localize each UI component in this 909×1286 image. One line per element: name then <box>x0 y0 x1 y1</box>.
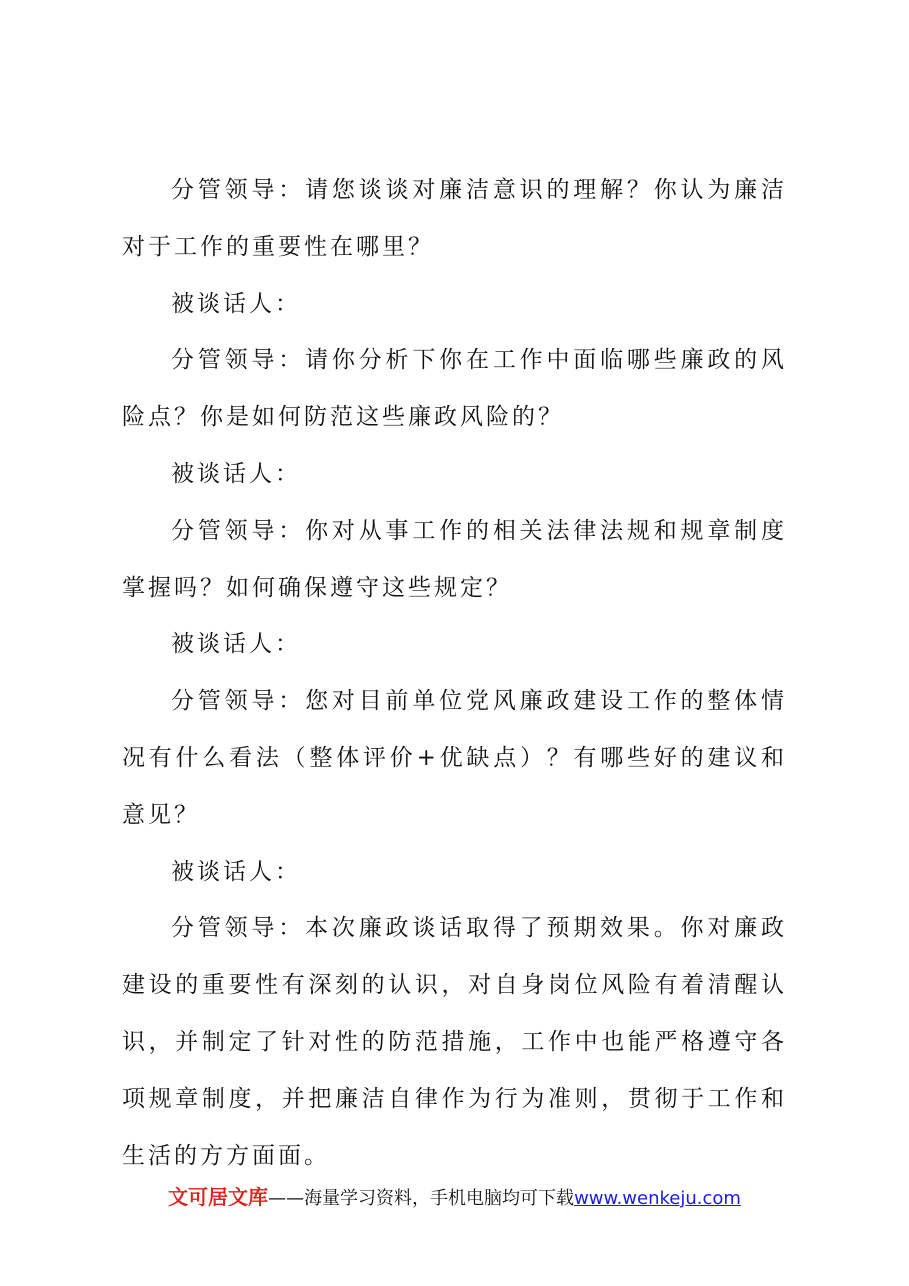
question-paragraph: 分管领导：您对目前单位党风廉政建设工作的整体情况有什么看法（整体评价+优缺点）？有哪些好的建议和意见？ <box>122 688 787 828</box>
question-paragraph: 分管领导：请您谈谈对廉洁意识的理解？你认为廉洁对于工作的重要性在哪里？ <box>122 177 787 260</box>
answer-paragraph: 被谈话人： <box>171 858 301 885</box>
footer-tagline: ——海量学习资料，手机电脑均可下载 <box>268 1188 575 1209</box>
question-paragraph: 分管领导：你对从事工作的相关法律法规和规章制度掌握吗？如何确保遵守这些规定？ <box>122 517 787 601</box>
brand-name: 文可居文库 <box>168 1185 269 1209</box>
footer-banner <box>0 1182 909 1214</box>
answer-paragraph: 被谈话人： <box>171 290 301 317</box>
website-link[interactable]: www.wenkeju.com <box>574 1188 741 1209</box>
answer-paragraph: 被谈话人： <box>171 460 301 487</box>
answer-paragraph: 被谈话人： <box>171 631 301 658</box>
document-body <box>122 162 787 1184</box>
summary-paragraph: 分管领导：本次廉政谈话取得了预期效果。你对廉政建设的重要性有深刻的认识，对自身岗位风险有着清醒认识，并制定了针对性的防范措施，工作中也能严格遵守各项规章制度，并把廉洁自律作为行为准则，贯彻于工作和生活的方方面面。 <box>122 915 787 1169</box>
question-paragraph: 分管领导：请你分析下你在工作中面临哪些廉政的风险点？你是如何防范这些廉政风险的？ <box>122 347 787 431</box>
